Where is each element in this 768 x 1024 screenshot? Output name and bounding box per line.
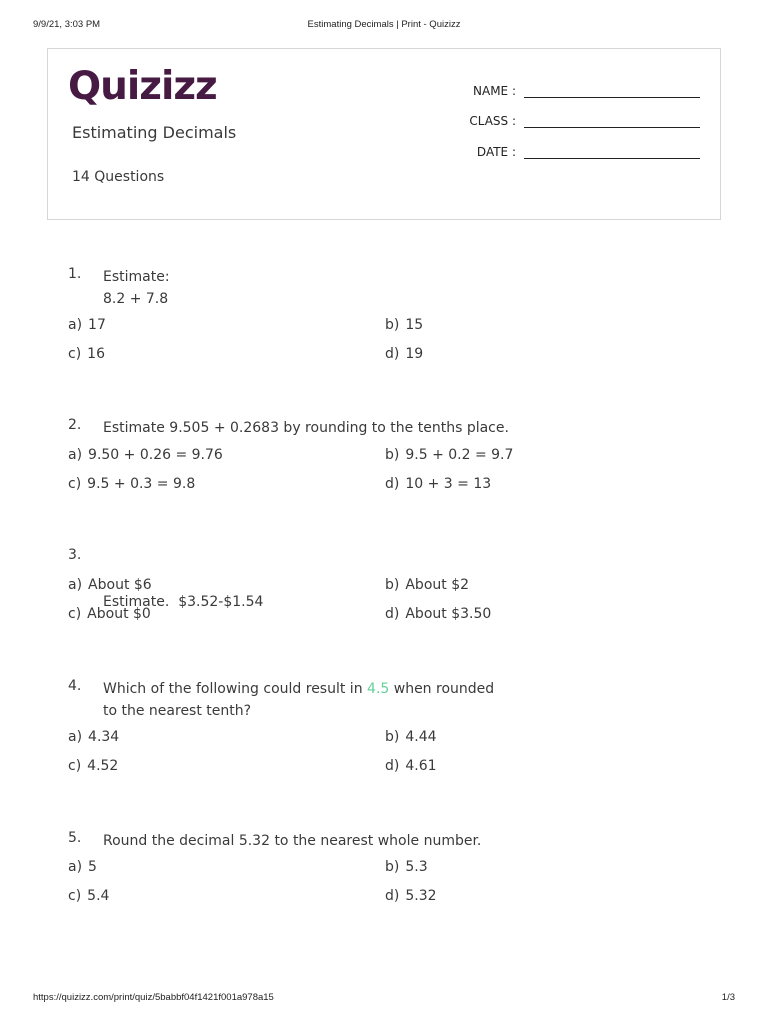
highlighted-value: 4.5 [367, 681, 390, 697]
option-c [68, 888, 109, 904]
question-text [103, 547, 663, 657]
option-letter: d) [385, 758, 400, 774]
option-d [385, 606, 491, 622]
option-letter: b) [385, 317, 400, 333]
print-url: https://quizizz.com/print/quiz/5babbf04f1421f001a978a15 [33, 992, 274, 1003]
question-number: 2. [68, 417, 82, 433]
option-d [385, 476, 491, 492]
class-label: CLASS : [469, 114, 516, 128]
question-text [103, 830, 663, 852]
option-letter: a) [68, 729, 83, 745]
option-letter: a) [68, 577, 83, 593]
option-text: 9.5 + 0.3 = 9.8 [87, 476, 196, 492]
option-b [385, 317, 423, 333]
class-field [469, 113, 700, 128]
question-line: 8.2 + 7.8 [103, 291, 169, 307]
option-text: 4.52 [87, 758, 119, 774]
option-b [385, 447, 513, 463]
option-letter: b) [385, 447, 400, 463]
option-d [385, 888, 437, 904]
option-a [68, 859, 97, 875]
option-d [385, 758, 437, 774]
option-text: About $6 [88, 577, 152, 593]
question-line [103, 678, 503, 700]
option-text: 9.50 + 0.26 = 9.76 [88, 447, 223, 463]
option-text: 9.5 + 0.2 = 9.7 [405, 447, 514, 463]
quiz-title: Estimating Decimals [72, 123, 237, 142]
question-count: 14 Questions [72, 169, 165, 185]
option-text: 10 + 3 = 13 [405, 476, 492, 492]
option-text: 16 [87, 346, 105, 362]
date-label: DATE : [476, 145, 516, 159]
option-letter: c) [68, 346, 82, 362]
option-letter: d) [385, 888, 400, 904]
option-text: 4.61 [405, 758, 437, 774]
print-page-title: Estimating Decimals | Print - Quizizz [307, 19, 461, 30]
option-c [68, 758, 118, 774]
option-b [385, 729, 437, 745]
question-number: 4. [68, 678, 82, 694]
question-text-part: Which of the following could result in [103, 681, 368, 697]
option-text: 17 [88, 317, 106, 333]
name-label: NAME : [473, 84, 516, 98]
option-text: 5.32 [405, 888, 437, 904]
question-line: Round the decimal 5.32 to the nearest whole number. [103, 833, 482, 849]
date-field [477, 144, 700, 159]
question-number: 5. [68, 830, 82, 846]
option-letter: b) [385, 577, 400, 593]
option-letter: b) [385, 859, 400, 875]
question-line: Estimate. $3.52-$1.54 [103, 594, 264, 610]
option-c [68, 606, 151, 622]
option-a [68, 729, 119, 745]
option-text: 15 [405, 317, 424, 333]
option-letter: a) [68, 859, 83, 875]
option-letter: d) [385, 476, 400, 492]
option-text: About $3.50 [405, 606, 492, 622]
option-letter: d) [385, 606, 400, 622]
name-line [524, 83, 700, 98]
option-letter: b) [385, 729, 400, 745]
name-field [473, 83, 700, 98]
print-datetime: 9/9/21, 3:03 PM [33, 19, 101, 30]
question-line: Estimate: [103, 269, 170, 285]
option-c [68, 346, 105, 362]
option-text: 4.34 [88, 729, 120, 745]
question-line: Estimate 9.505 + 0.2683 by rounding to the tenths place. [103, 420, 509, 436]
option-text: 4.44 [405, 729, 437, 745]
option-text: 5.3 [405, 859, 428, 875]
option-text: 5.4 [87, 888, 110, 904]
option-a [68, 577, 152, 593]
option-letter: d) [385, 346, 400, 362]
question-number: 1. [68, 266, 82, 282]
question-text [103, 678, 503, 722]
quizizz-logo: Quizizz [68, 64, 217, 109]
option-text: 19 [405, 346, 424, 362]
option-c [68, 476, 195, 492]
print-page-number: 1/3 [721, 992, 735, 1003]
date-line [524, 144, 700, 159]
option-a [68, 447, 223, 463]
option-text: About $0 [87, 606, 151, 622]
question-text [103, 417, 663, 439]
option-b [385, 577, 469, 593]
option-letter: c) [68, 758, 82, 774]
option-d [385, 346, 423, 362]
option-text: About $2 [405, 577, 470, 593]
option-a [68, 317, 106, 333]
class-line [524, 113, 700, 128]
option-letter: a) [68, 317, 83, 333]
option-text: 5 [88, 859, 97, 875]
option-b [385, 859, 428, 875]
option-letter: c) [68, 476, 82, 492]
question-text-part: when rounded [389, 681, 495, 697]
question-text [103, 266, 483, 310]
option-letter: a) [68, 447, 83, 463]
option-letter: c) [68, 888, 82, 904]
option-letter: c) [68, 606, 82, 622]
question-number: 3. [68, 547, 82, 563]
question-line: to the nearest tenth? [103, 703, 252, 719]
quiz-header-card [47, 48, 721, 220]
